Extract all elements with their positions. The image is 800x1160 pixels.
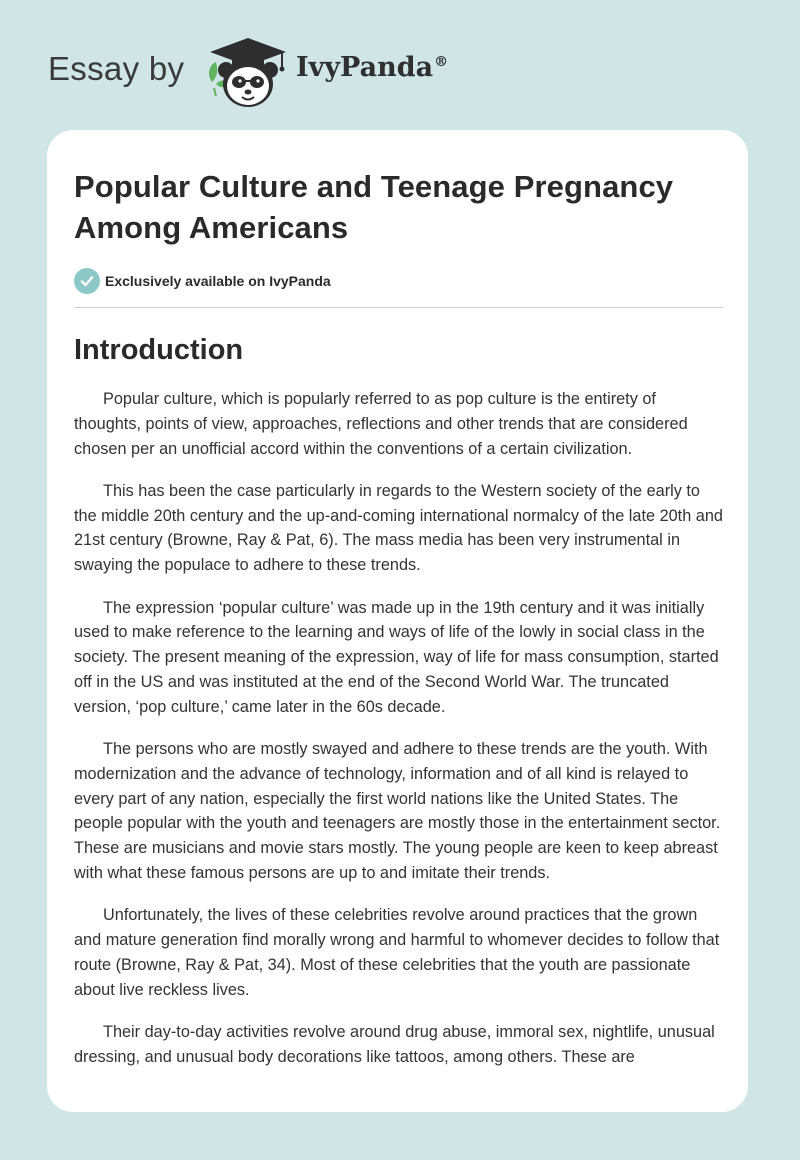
paragraph: This has been the case particularly in regards to the Western society of the early to the middle 20th century and the up-and-coming international normalcy of the late 20th and 21st century (Browne, Ray & Pat, 6). The mass media has been very instrumental in swaying the populace to adhere to these trends. bbox=[74, 481, 723, 575]
section-heading: Introduction bbox=[74, 334, 244, 366]
divider bbox=[74, 307, 723, 308]
paragraph: The persons who are mostly swayed and adhere to these trends are the youth. With modernization and the advance of technology, information and of all kind is relayed to every part of any nation, especially the first world nations like the United States. The people popular with the youth and teenagers are mostly those in the entertainment sector. These are musicians and movie stars mostly. The young people are keen to keep abreast with what these famous persons are up to and imitate their trends. bbox=[74, 740, 721, 883]
essay-card bbox=[47, 130, 748, 1112]
paragraph: The expression ‘popular culture’ was made up in the 19th century and it was initially used to make reference to the learning and ways of life of the lowly in social class in the society. The present meaning of the expression, way of life for mass consumption, started off in the US and was instituted at the end of the Second World War. The truncated version, ‘pop culture,’ came later in the 60s decade. bbox=[74, 598, 719, 716]
exclusive-badge-label: Exclusively available on IvyPanda bbox=[105, 273, 331, 289]
paragraph: Popular culture, which is popularly referred to as pop culture is the entirety of thoughts, points of view, approaches, reflections and other trends that are considered chosen per an unofficial accord within the conventions of a certain civilization. bbox=[74, 390, 688, 458]
panda-graduate-logo-icon[interactable] bbox=[202, 36, 294, 110]
site-header bbox=[0, 0, 800, 120]
exclusive-badge bbox=[74, 268, 723, 294]
registered-mark: ® bbox=[434, 54, 449, 70]
essay-by-label: Essay by bbox=[48, 50, 185, 87]
essay-title: Popular Culture and Teenage Pregnancy Among Americans bbox=[74, 169, 674, 245]
brand-name[interactable] bbox=[296, 52, 448, 83]
checkmark-circle-icon bbox=[74, 268, 100, 294]
brand-text: IvyPanda bbox=[296, 52, 434, 83]
paragraph: Unfortunately, the lives of these celebrities revolve around practices that the grown and mature generation find morally wrong and harmful to whomever decides to follow that route (Browne, Ray & Pat, 34). Most of these celebrities that the youth are passionate about live reckless lives. bbox=[74, 906, 720, 999]
essay-content bbox=[74, 166, 723, 1070]
paragraph: Their day-to-day activities revolve around drug abuse, immoral sex, nightlife, unusual dressing, and unusual body decorations like tattoos, among others. These are bbox=[74, 1023, 715, 1066]
